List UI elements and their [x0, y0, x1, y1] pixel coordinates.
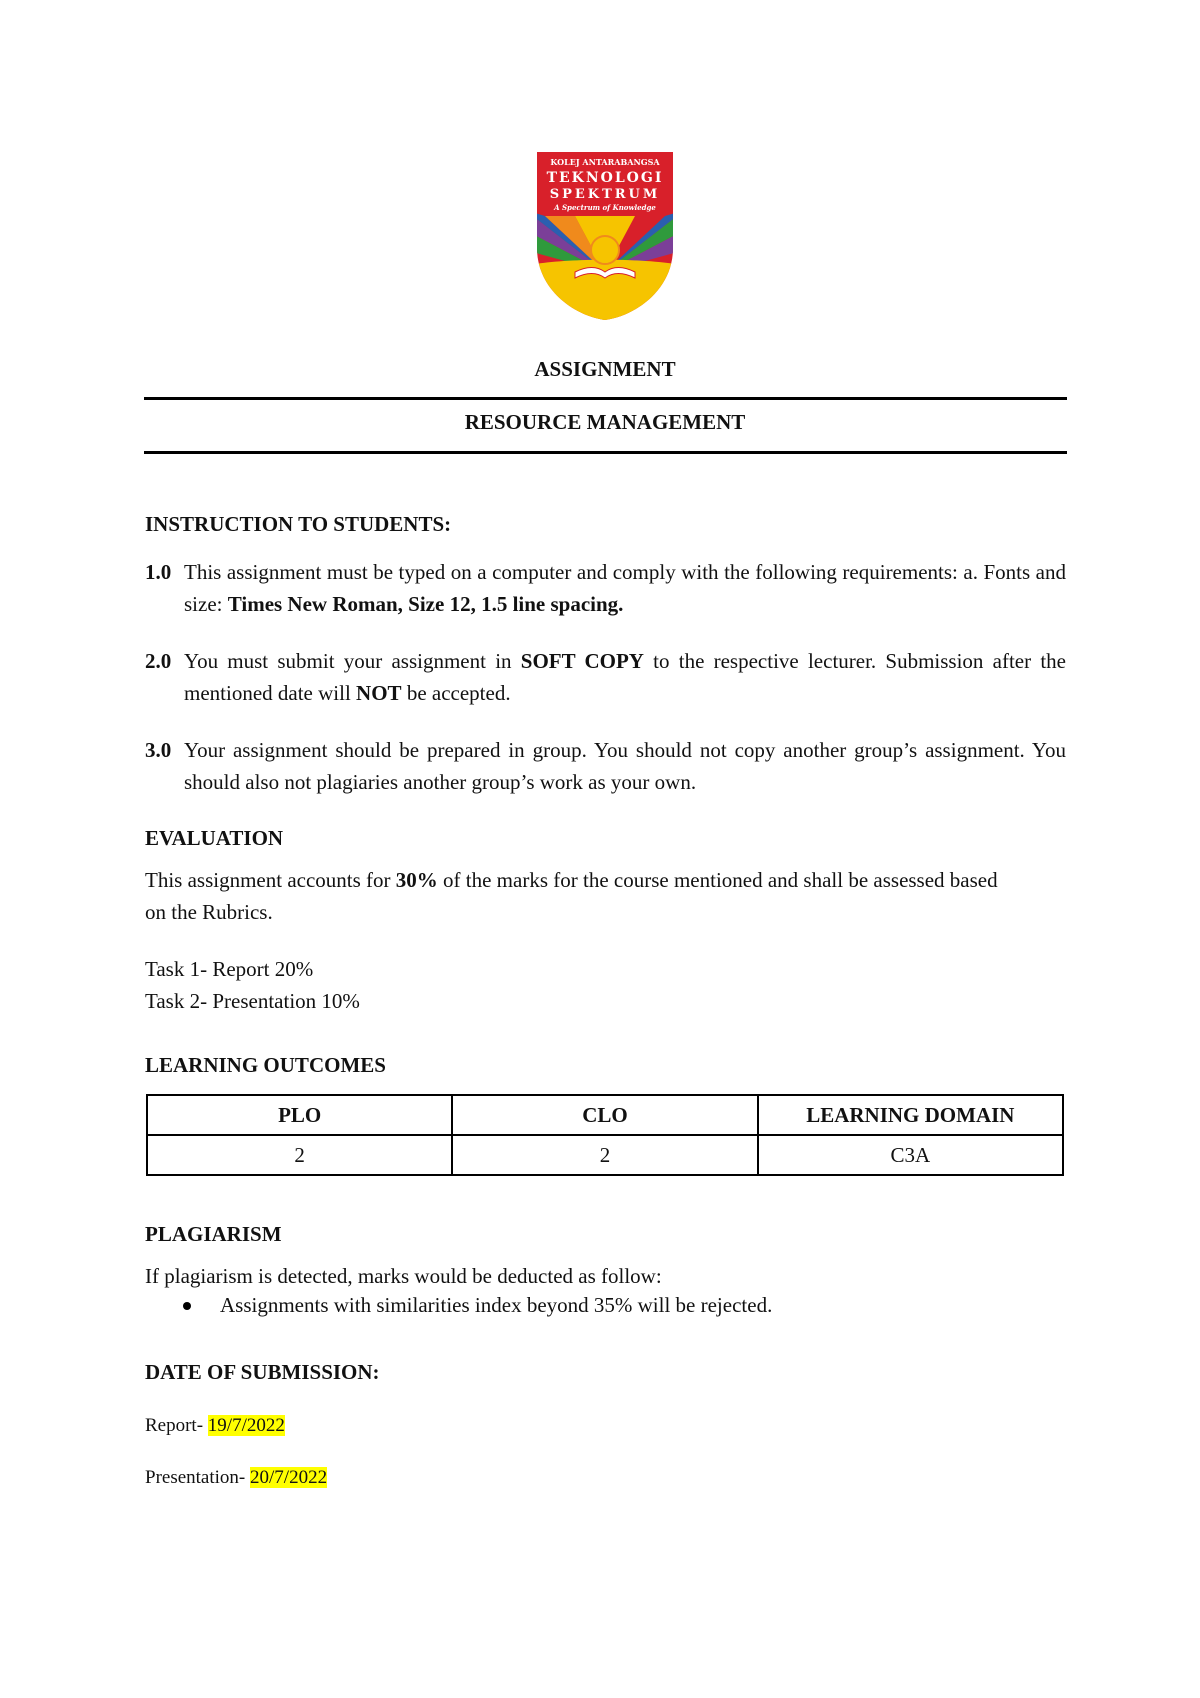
plagiarism-heading: PLAGIARISM: [145, 1222, 282, 1246]
item-text: be accepted.: [401, 681, 511, 705]
instruction-item-1: [145, 556, 1066, 620]
presentation-date: 20/7/2022: [250, 1467, 328, 1488]
report-date: 19/7/2022: [207, 1415, 285, 1436]
item-number: 2.0: [145, 649, 172, 673]
plagiarism-intro: If plagiarism is detected, marks would be deducted as follow:: [145, 1264, 662, 1288]
logo-tagline: A Spectrum of Knowledge: [554, 203, 656, 212]
plagiarism-rule: Assignments with similarities index beyond 35% will be rejected.: [220, 1293, 773, 1317]
logo-line2: TEKNOLOGI: [546, 170, 664, 186]
item-number: 1.0: [145, 560, 172, 584]
table-row: [147, 1135, 1063, 1175]
task-2: Task 2- Presentation 10%: [145, 989, 360, 1013]
table-cell: 2: [452, 1135, 757, 1175]
item-text: This assignment must be typed on a computer and comply with the following requirements: a. Fonts and size:: [184, 560, 1066, 616]
item-bold: Times New Roman, Size 12, 1.5 line spacing.: [227, 592, 624, 616]
item-text: to the respective lecturer. Submission after the mentioned date will: [184, 649, 1066, 705]
item-text: You must submit your assignment in: [184, 649, 521, 673]
submission-heading: DATE OF SUBMISSION:: [145, 1360, 380, 1384]
evaluation-text: [145, 864, 1015, 928]
item-text: Your assignment should be prepared in group. You should not copy another group’s assignment. You should also not plagiaries another group’s work as your own.: [184, 738, 1066, 794]
learning-outcomes-table: [146, 1094, 1064, 1176]
document-title: ASSIGNMENT: [534, 357, 676, 381]
report-date-line: [145, 1415, 285, 1437]
table-header-cell: CLO: [452, 1095, 757, 1135]
table-header-row: [147, 1095, 1063, 1135]
instructions-heading: INSTRUCTION TO STUDENTS:: [145, 512, 452, 536]
course-title: RESOURCE MANAGEMENT: [464, 410, 746, 434]
evaluation-heading: EVALUATION: [145, 826, 284, 850]
logo-line1: KOLEJ ANTARABANGSA: [550, 157, 660, 167]
table-header-cell: LEARNING DOMAIN: [758, 1095, 1063, 1135]
table-cell: 2: [147, 1135, 452, 1175]
list-item: [186, 1293, 772, 1318]
divider-bottom: [144, 451, 1067, 454]
evaluation-text-b: of the marks for the course mentioned and shall be assessed based on the Rubrics.: [145, 868, 998, 924]
divider-top: [144, 397, 1067, 400]
college-logo: [535, 150, 675, 322]
instruction-item-3: [145, 734, 1066, 798]
task-1: Task 1- Report 20%: [145, 957, 314, 981]
item-number: 3.0: [145, 738, 172, 762]
table-cell: C3A: [758, 1135, 1063, 1175]
table-header-cell: PLO: [147, 1095, 452, 1135]
learning-outcomes-heading: LEARNING OUTCOMES: [145, 1053, 386, 1077]
logo-line3: SPEKTRUM: [549, 187, 661, 202]
item-bold: SOFT COPY: [520, 649, 644, 673]
college-crest-icon: [535, 150, 675, 322]
report-label: Report-: [145, 1415, 208, 1436]
evaluation-percent: 30%: [395, 868, 438, 892]
instruction-item-2: [145, 645, 1066, 709]
item-bold: NOT: [356, 681, 402, 705]
evaluation-text-a: This assignment accounts for: [145, 868, 396, 892]
presentation-label: Presentation-: [145, 1467, 251, 1488]
presentation-date-line: [145, 1467, 327, 1489]
bullet-icon: [183, 1302, 191, 1310]
